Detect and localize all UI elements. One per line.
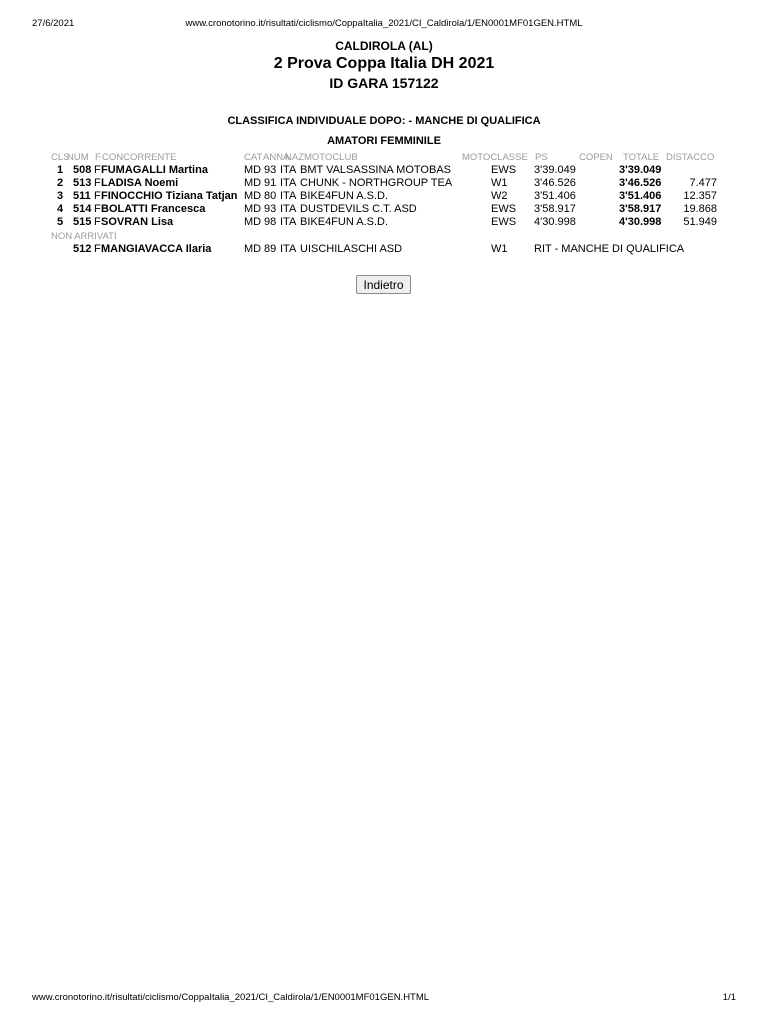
col-header-anna: ANNA xyxy=(263,152,290,163)
row-cls: 5 xyxy=(57,216,64,228)
col-header-ps: PS xyxy=(535,152,548,163)
gara-id: ID GARA 157122 xyxy=(329,75,439,91)
row-naz: ITA xyxy=(280,164,297,176)
col-header-distacco: DISTACCO xyxy=(666,152,715,163)
row-name: BOLATTI Francesca xyxy=(101,203,206,215)
row-naz: ITA xyxy=(280,177,297,189)
row-totale: 3'39.049 xyxy=(619,164,662,176)
row-cat: MD xyxy=(244,164,262,176)
category-title: AMATORI FEMMINILE xyxy=(327,135,441,147)
page-number: 1/1 xyxy=(722,992,736,1003)
row-num: 511 xyxy=(73,190,91,202)
row-name: SOVRAN Lisa xyxy=(101,216,174,228)
row-f: F xyxy=(94,177,101,189)
event-title: 2 Prova Coppa Italia DH 2021 xyxy=(273,55,495,72)
row-anna: 93 xyxy=(264,203,277,215)
row-totale: 3'58.917 xyxy=(619,203,662,215)
back-button[interactable]: Indietro xyxy=(356,275,411,294)
row-ps: 3'39.049 xyxy=(534,164,576,176)
row-ps: 3'51.406 xyxy=(534,190,576,202)
col-header-num: NUM xyxy=(67,152,89,163)
row-num: 508 xyxy=(73,164,92,176)
row-cat: MD xyxy=(244,190,262,202)
col-header-motoclub: MOTOCLUB xyxy=(304,152,358,163)
row-totale: 4'30.998 xyxy=(619,216,662,228)
row-ps: 3'58.917 xyxy=(534,203,576,215)
col-header-totale: TOTALE xyxy=(623,152,660,163)
row-anna: 98 xyxy=(264,216,277,228)
row-naz: ITA xyxy=(280,203,297,215)
print-footer xyxy=(0,992,768,1006)
row-f: F xyxy=(94,203,101,215)
row-anna: 93 xyxy=(264,164,277,176)
row-num: 514 xyxy=(73,203,92,215)
row-name: LADISA Noemi xyxy=(101,177,179,189)
row-cls: 3 xyxy=(57,190,64,202)
print-url: www.cronotorino.it/risultati/ciclismo/CoppaItalia_2021/CI_Caldirola/1/EN0001MF01GEN.HTML xyxy=(185,18,583,29)
row-cat: MD xyxy=(244,216,262,228)
row-num: 515 xyxy=(73,216,92,228)
row-anna: 91 xyxy=(264,177,277,189)
col-header-cls: CLS xyxy=(51,152,70,163)
row-f: F xyxy=(94,243,101,255)
row-naz: ITA xyxy=(280,216,297,228)
row-distacco: 7.477 xyxy=(689,177,717,189)
row-ps: 4'30.998 xyxy=(534,216,576,228)
row-motoclub: BIKE4FUN A.S.D. xyxy=(300,216,389,228)
col-header-concorrente: CONCORRENTE xyxy=(102,152,177,163)
row-cat: MD xyxy=(244,177,262,189)
row-motoclub: BMT VALSASSINA MOTOBAS xyxy=(300,164,451,176)
row-motoclub: CHUNK - NORTHGROUP TEA xyxy=(300,177,453,189)
col-header-motoclasse: MOTOCLASSE xyxy=(462,152,528,163)
classifica-title: CLASSIFICA INDIVIDUALE DOPO: - MANCHE DI QUALIFICA xyxy=(227,115,541,127)
row-motoclasse: W2 xyxy=(491,190,508,202)
row-f: F xyxy=(94,164,101,176)
row-distacco: 12.357 xyxy=(683,190,717,202)
print-date: 27/6/2021 xyxy=(32,18,75,29)
row-motoclasse: EWS xyxy=(491,164,517,176)
row-motoclasse: W1 xyxy=(491,243,508,255)
col-header-cat: CAT xyxy=(244,152,263,163)
row-cls: 4 xyxy=(57,203,64,215)
row-ps: 3'46.526 xyxy=(534,177,576,189)
row-name: MANGIAVACCA Ilaria xyxy=(101,243,212,255)
event-location: CALDIROLA (AL) xyxy=(335,39,433,53)
row-anna: 80 xyxy=(264,190,277,202)
row-num: 513 xyxy=(73,177,92,189)
row-totale: 3'46.526 xyxy=(619,177,662,189)
row-naz: ITA xyxy=(280,243,297,255)
row-cat: MD xyxy=(244,243,262,255)
row-distacco: 51.949 xyxy=(683,216,717,228)
row-distacco: 19.868 xyxy=(683,203,717,215)
row-cat: MD xyxy=(244,203,262,215)
row-anna: 89 xyxy=(264,243,277,255)
row-f: F xyxy=(94,190,101,202)
row-totale: 3'51.406 xyxy=(619,190,662,202)
col-header-copen: COPEN xyxy=(579,152,613,163)
row-cls: 1 xyxy=(57,164,64,176)
row-motoclasse: W1 xyxy=(491,177,508,189)
col-header-f: F xyxy=(95,152,101,163)
row-name: FINOCCHIO Tiziana Tatjan xyxy=(101,190,238,202)
print-header xyxy=(0,18,768,32)
non-arrivati-label: NON ARRIVATI xyxy=(51,231,117,242)
row-naz: ITA xyxy=(280,190,297,202)
row-motoclub: BIKE4FUN A.S.D. xyxy=(300,190,389,202)
col-header-naz: NAZ xyxy=(285,152,304,163)
row-motoclasse: EWS xyxy=(491,203,517,215)
footer-url: www.cronotorino.it/risultati/ciclismo/CoppaItalia_2021/CI_Caldirola/1/EN0001MF01GEN.HTML xyxy=(32,992,430,1003)
row-name: FUMAGALLI Martina xyxy=(101,164,208,176)
row-num: 512 xyxy=(73,243,92,255)
row-motoclub: UISCHILASCHI ASD xyxy=(300,243,403,255)
row-motoclub: DUSTDEVILS C.T. ASD xyxy=(300,203,417,215)
row-cls: 2 xyxy=(57,177,64,189)
row-f: F xyxy=(94,216,101,228)
row-note: RIT - MANCHE DI QUALIFICA xyxy=(534,243,685,255)
row-motoclasse: EWS xyxy=(491,216,517,228)
